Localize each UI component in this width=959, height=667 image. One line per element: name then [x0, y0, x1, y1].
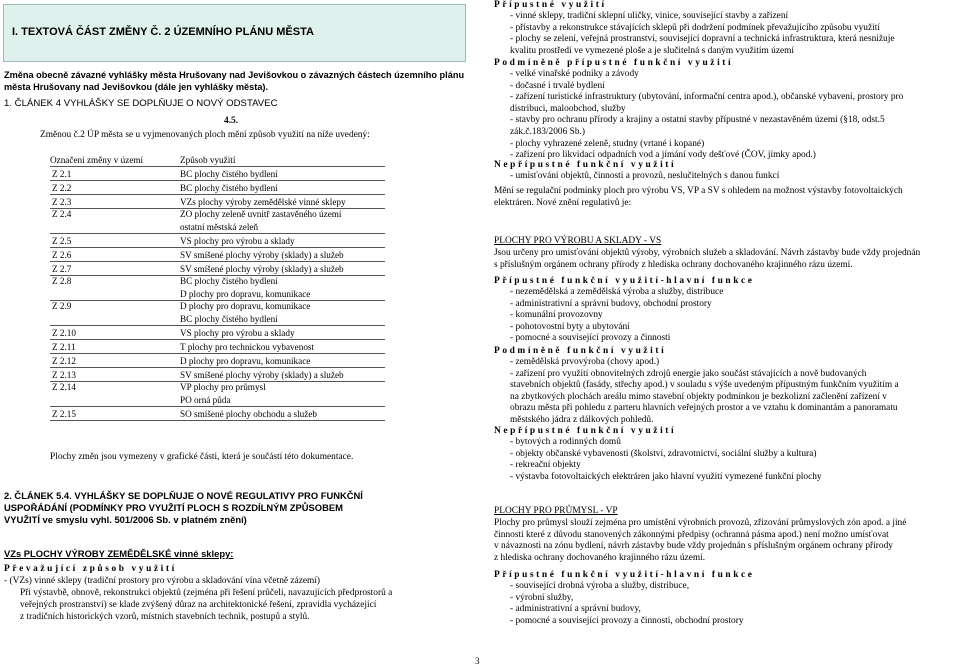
change-code-cell: Z 2.4	[52, 209, 72, 219]
table-note: Plochy změn jsou vymezeny v grafické části, která je součástí této dokumentace.	[50, 452, 354, 462]
list-item: - zemědělská prvovýroba (chovy apod.)	[510, 357, 660, 367]
vzs-prevailing-heading: Převažující způsob využití	[4, 564, 177, 574]
list-item: distribuci, maloobchod, služby	[510, 103, 626, 114]
list-item: - velké vinařské podniky a závody	[510, 69, 639, 79]
change-code-cell: Z 2.14	[52, 382, 76, 392]
vs-conditional-heading: Podmíněně funkční využití	[494, 346, 667, 356]
land-use-cell: D plochy pro dopravu, komunikace	[180, 287, 385, 301]
land-use-cell: D plochy pro dopravu, komunikace	[180, 301, 311, 311]
table-row	[50, 382, 385, 394]
regulative-note-line-1: Mění se regulační podmínky ploch pro výrobu VS, VP a SV s ohledem na možnost výstavby fotovoltaických	[494, 186, 903, 196]
change-code-cell: Z 2.15	[50, 407, 180, 421]
list-item: - výstavba fotovoltaických elektráren jako hlavní využití vymezené funkční plochy	[510, 471, 822, 482]
paragraph-line: Plochy pro průmysl slouží zejména pro umístění výrobních provozů, zřizování průmyslových zón apod. a jiné	[494, 518, 907, 528]
change-code-cell: Z 2.12	[50, 354, 180, 368]
land-use-cell: PO orná půda	[180, 393, 385, 407]
list-item: - zařízení pro likvidaci odpadních vod a jímání vody dešťové (ČOV, jímky apod.)	[510, 150, 816, 161]
vs-intro-line-2: s příslušným orgánem ochrany přírody z hlediska ochrany dochovaného krajinného rázu území.	[494, 260, 853, 270]
list-item: - bytových a rodinných domů	[510, 437, 621, 447]
paragraph-line: z hlediska ochrany dochovaného krajinného rázu území.	[494, 552, 706, 563]
article-2-line-3: VYUŽITÍ ve smyslu vyhl. 501/2006 Sb. v platném znění)	[4, 514, 247, 525]
list-item: - administrativní a správní budovy, obchodní prostory	[510, 298, 712, 309]
regulative-note-line-2: elektráren. Nové znění regulativů je:	[494, 198, 632, 208]
list-item: - komunální provozovny	[510, 310, 603, 321]
vp-heading: PLOCHY PRO PRŮMYSL - VP	[494, 506, 618, 516]
land-use-cell: SV smíšené plochy výroby (sklady) a služeb	[180, 262, 385, 276]
table-row	[50, 368, 385, 382]
list-item: - zařízení turistické infrastruktury (ubytování, informační centra apod.), občanské vybavení, prostory pro	[510, 92, 904, 103]
list-item: - nezemědělská a zemědělská výroba a služby, distribuce	[510, 287, 724, 297]
list-item: - plochy vyhrazené zeleně, studny (vrtané i kopané)	[510, 138, 705, 149]
vzs-item-1-line-4: z tradičních historických vzorů, místních stavebních technik, postupů a stylů.	[20, 612, 310, 622]
list-item: městského jádra z dálkových pohledů.	[510, 415, 654, 425]
article-2-line-1: 2. ČLÁNEK 5.4. VYHLÁŠKY SE DOPLŇUJE O NOVÉ REGULATIVY PRO FUNKČNÍ	[4, 490, 363, 501]
vzs-item-1-line-3: veřejných prostranství) se klade zvýšený důraz na architektonické řešení, zpravidla vycházející	[20, 600, 377, 610]
land-use-cell: BC plochy čistého bydlení	[180, 276, 278, 286]
land-use-cell: D plochy pro dopravu, komunikace	[180, 354, 385, 368]
change-code-cell	[50, 287, 180, 301]
land-use-cell: T plochy pro technickou vybavenost	[180, 340, 385, 354]
land-use-cell: VS plochy pro výrobu a sklady	[180, 326, 385, 340]
paragraph-line: v návaznosti na zónu bydlení, návrh zástavby bude vždy projednán s příslušným orgánem ochrany přírody	[494, 541, 893, 552]
table-row	[50, 326, 385, 340]
change-code-cell: Z 2.3	[50, 195, 180, 209]
vp-permitted-heading: Přípustné funkční využití-hlavní funkce	[494, 570, 755, 580]
table-row	[50, 287, 385, 301]
list-item: - související drobná výroba a služby, distribuce,	[510, 581, 690, 591]
list-item: - plochy se zelení, veřejná prostranství, související dopravní a technická infrastruktura, která nesnižuje	[510, 34, 895, 45]
change-code-cell: Z 2.11	[50, 340, 180, 354]
table-row	[50, 181, 385, 195]
list-item: stavebních objektů (fasády, střechy apod.) v souladu s výše uvedeným přípustným funkčním využitím a	[510, 380, 899, 391]
paragraph-number: 4.5.	[224, 116, 239, 126]
change-code-cell: Z 2.9	[52, 301, 72, 311]
change-code-cell: Z 2.2	[50, 181, 180, 195]
change-code-cell	[50, 220, 180, 234]
table-row	[50, 234, 385, 248]
list-item: - přístavby a rekonstrukce stávajících sklepů při dodržení podmínek převažujícího způsobu využití	[510, 22, 880, 33]
list-item: obrazu města při pohledu z parteru hlavních veřejných prostor a ve vztahu k dominantám a panoramatu	[510, 403, 898, 414]
change-code-cell: Z 2.13	[50, 368, 180, 382]
article-1-heading: 1. ČLÁNEK 4 VYHLÁŠKY SE DOPLŇUJE O NOVÝ ODSTAVEC	[4, 98, 278, 109]
list-item: - rekreační objekty	[510, 460, 581, 471]
vs-permitted-heading: Přípustné funkční využití-hlavní funkce	[494, 276, 755, 286]
permitted-heading: Přípustné využití	[494, 0, 607, 10]
document-title: I. TEXTOVÁ ČÁST ZMĚNY Č. 2 ÚZEMNÍHO PLÁNU MĚSTA	[12, 26, 314, 38]
table-row	[50, 262, 385, 276]
list-item: kvalitu prostředí ve vymezené ploše a je slučitelná s daným využitím území	[510, 45, 795, 56]
list-item: - výrobní služby,	[510, 592, 574, 603]
list-item: - pomocné a související provozy a činnosti, obchodní prostory	[510, 615, 744, 626]
table-header-cell: Označení změny v území	[50, 155, 180, 167]
change-code-cell	[50, 312, 180, 326]
table-row	[50, 220, 385, 234]
list-item: na zbytkových plochách areálu mimo stavební objekty podmínkou je bezkolizní začlenění zařízení v	[510, 391, 887, 402]
vzs-item-1-line-2: Při výstavbě, obnově, rekonstrukci objektů (zejména při řešení průčelí, navazujících předprostorů a	[20, 588, 393, 598]
land-use-cell: VZs plochy výroby zemědělské vinné sklepy	[180, 195, 385, 209]
table-row	[50, 354, 385, 368]
vs-intro-line-1: Jsou určeny pro umisťování objektů výroby, výrobních služeb a skladování. Návrh zástavby bude vždy projednán	[494, 248, 921, 258]
land-use-cell: SV smíšené plochy výroby (sklady) a služeb	[180, 368, 385, 382]
change-code-cell: Z 2.8	[52, 276, 72, 286]
land-use-cell: BC plochy čistého bydlení	[180, 167, 385, 181]
article-2-line-2: USPOŘÁDÁNÍ (PODMÍNKY PRO VYUŽITÍ PLOCH S ROZDÍLNÝM ZPŮSOBEM	[4, 502, 343, 513]
vs-heading: PLOCHY PRO VÝROBU A SKLADY - VS	[494, 236, 662, 246]
change-code-cell: Z 2.1	[50, 167, 180, 181]
table-row	[50, 312, 385, 326]
changes-table	[50, 155, 385, 421]
land-use-cell: VP plochy pro průmysl	[180, 382, 266, 392]
table-row	[50, 167, 385, 181]
vzs-item-1: - (VZs) vinné sklepy (tradiční prostory pro výrobu a skladování vína včetně zázemí)	[4, 576, 321, 586]
change-code-cell	[50, 393, 180, 407]
list-item: - vinné sklepy, tradiční sklepní uličky, vinice, související stavby a zařízení	[510, 11, 789, 21]
change-code-cell: Z 2.6	[50, 248, 180, 262]
land-use-cell: BC plochy čistého bydlení	[180, 312, 385, 326]
list-item: - zařízení pro využití obnovitelných zdrojů energie jako součást stávajících a nově budovaných	[510, 368, 867, 379]
table-row	[50, 195, 385, 209]
list-item: - pohotovostní byty a ubytování	[510, 321, 630, 332]
table-row	[50, 248, 385, 262]
page-number: 3	[475, 656, 480, 666]
table-row	[50, 407, 385, 421]
list-item: - stavby pro ochranu přírody a krajiny a ostatní stavby přípustné v nezastavěném území (§18, odst.5	[510, 115, 885, 126]
table-header-cell: Způsob využití	[180, 155, 385, 167]
land-use-cell: ZO plochy zeleně uvnitř zastavěného území	[180, 209, 342, 219]
list-item: - umisťování objektů, činností a provozů, neslučitelných s danou funkcí	[510, 171, 780, 181]
land-use-cell: SO smíšené plochy obchodu a služeb	[180, 407, 385, 421]
vzs-heading: VZs PLOCHY VÝROBY ZEMĚDĚLSKÉ vinné sklepy:	[4, 548, 234, 559]
table-row	[50, 340, 385, 354]
table-header-row	[50, 155, 385, 167]
land-use-cell: ostatní městská zeleň	[180, 220, 385, 234]
list-item: - dočasné i trvalé bydlení	[510, 80, 605, 91]
table-row	[50, 393, 385, 407]
change-code-cell: Z 2.5	[50, 234, 180, 248]
land-use-cell: VS plochy pro výrobu a sklady	[180, 234, 385, 248]
land-use-cell: SV smíšené plochy výroby (sklady) a služeb	[180, 248, 385, 262]
conditional-heading: Podmíněně přípustné funkční využití	[494, 58, 734, 68]
table-row	[50, 209, 385, 221]
table-row	[50, 301, 385, 313]
list-item: - administrativní a správní budovy,	[510, 604, 641, 615]
list-item: zák.č.183/2006 Sb.)	[510, 127, 585, 137]
list-item: - pomocné a související provozy a činnosti	[510, 333, 671, 344]
paragraph-text: Změnou č.2 ÚP města se u vyjmenovaných ploch mění způsob využití na níže uvedený:	[40, 130, 370, 140]
paragraph-line: činnosti které z důvodu stanovených zákonnými předpisy (ochranná pásma apod.) není možno umísťovat	[494, 529, 889, 540]
forbidden-heading: Nepřípustné funkční využití	[494, 160, 677, 170]
table-row	[50, 276, 385, 288]
change-code-cell: Z 2.7	[50, 262, 180, 276]
vs-forbidden-heading: Nepřípustné funkční využití	[494, 426, 677, 436]
change-code-cell: Z 2.10	[50, 326, 180, 340]
land-use-cell: BC plochy čistého bydlení	[180, 181, 385, 195]
title-banner	[3, 4, 466, 62]
list-item: - objekty občanské vybavenosti (školství, zdravotnictví, sociální služby a kultura)	[510, 448, 817, 459]
intro-line-1: Změna obecně závazné vyhlášky města Hrušovany nad Jevišovkou o závazných částech územního plánu	[4, 70, 465, 80]
intro-line-2: města Hrušovany nad Jevišovkou (dále jen vyhlášky města).	[4, 82, 269, 92]
